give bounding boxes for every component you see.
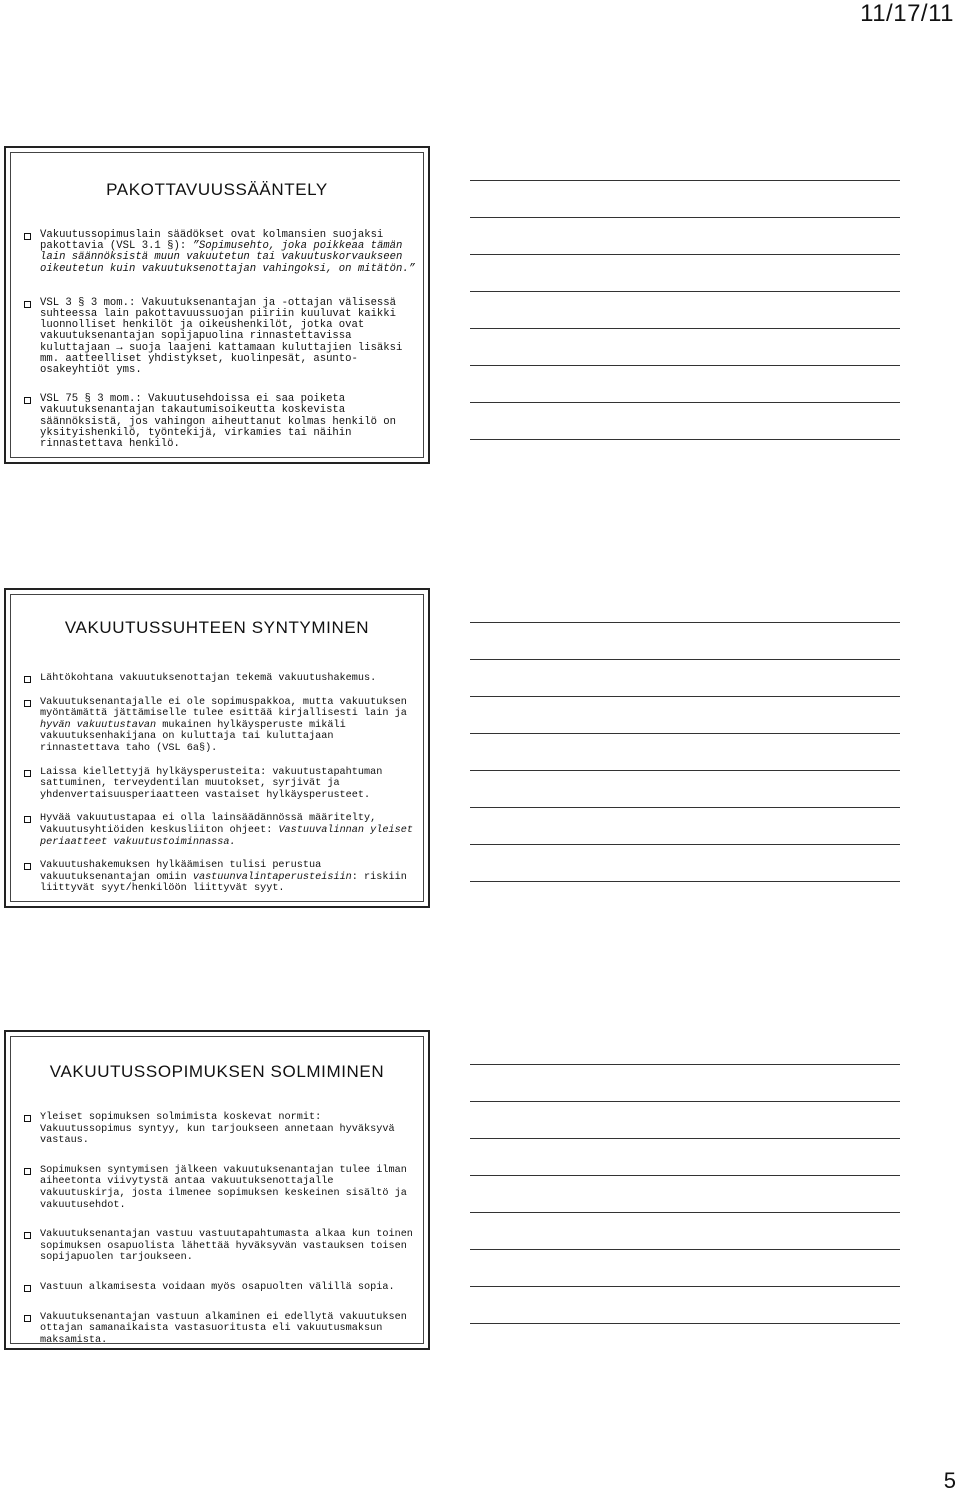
slide-1-body <box>18 230 418 450</box>
notes-lines-1 <box>470 180 900 460</box>
bullet-text: mukainen hylkäysperuste mikäli vakuutuksenhakijana on kuluttaja tai kuluttajaan rinnastettava taho (VSL 6a§). <box>40 719 346 754</box>
bullet-square-icon <box>24 1232 31 1239</box>
note-line <box>470 1249 900 1250</box>
note-line <box>470 1175 900 1176</box>
bullet-text-italic: hyvän vakuutustavan <box>40 719 157 731</box>
note-line <box>470 844 900 845</box>
notes-lines-2 <box>470 622 900 902</box>
slide-2-bullet-3 <box>18 767 418 802</box>
note-line <box>470 1064 900 1065</box>
slide-2-bullet-2 <box>18 697 418 755</box>
slide-2 <box>4 588 430 908</box>
header-date: 11/17/11 <box>860 0 954 27</box>
bullet-text: Lähtökohtana vakuutuksenottajan tekemä vakuutushakemus. <box>40 673 377 684</box>
slide-2-bullet-5 <box>18 860 418 895</box>
slide-3-bullet-1 <box>18 1112 418 1147</box>
bullet-square-icon <box>24 816 31 823</box>
note-line <box>470 254 900 255</box>
note-line <box>470 328 900 329</box>
slide-3 <box>4 1030 430 1350</box>
note-line <box>470 1101 900 1102</box>
bullet-text: Hyvää vakuutustapaa ei olla lainsäädännössä määritelty, Vakuutusyhtiöiden keskusliiton ohjeet: <box>40 813 377 836</box>
notes-lines-3 <box>470 1064 900 1344</box>
note-line <box>470 622 900 623</box>
bullet-text: Laissa kiellettyjä hylkäysperusteita: vakuutustapahtuman sattuminen, terveydentilan muutokset, syrjivät ja yhdenvertaisuusperiaatteen vastaiset hylkäysperusteet. <box>40 766 383 801</box>
bullet-text: Vakuutushakemuksen hylkäämisen tulisi perustua vakuutuksenantajan omiin <box>40 860 322 883</box>
slide-2-bullet-1 <box>18 673 418 685</box>
bullet-square-icon <box>24 1315 31 1322</box>
bullet-text: Sopimuksen syntymisen jälkeen vakuutuksenantajan tulee ilman aiheetonta viivytystä antaa vakuutuksenottajalle vakuutuskirja, josta ilmenee sopimuksen keskeinen sisältö ja vakuutusehdot. <box>40 1164 407 1211</box>
bullet-text: VSL 75 § 3 mom.: Vakuutusehdoissa ei saa poiketa vakuutuksenantajan takautumisoikeutta koskevista säännöksistä, jos vahingon aiheuttanut kolmas henkilö on yksityishenkilö, työntekijä, virkamies tai näihin rinnastettava henkilö. <box>40 393 397 451</box>
slide-2-bullet-4 <box>18 813 418 848</box>
bullet-square-icon <box>24 301 31 308</box>
slide-1 <box>4 146 430 464</box>
note-line <box>470 180 900 181</box>
slide-1-title: PAKOTTAVUUSSÄÄNTELY <box>106 180 328 199</box>
note-line <box>470 659 900 660</box>
note-line <box>470 881 900 882</box>
slide-2-title: VAKUUTUSSUHTEEN SYNTYMINEN <box>64 618 370 637</box>
note-line <box>470 402 900 403</box>
note-line <box>470 439 900 440</box>
bullet-text: Vakuutussopimuslain säädökset ovat kolmansien suojaksi pakottavia (VSL 3.1 §): <box>40 229 384 253</box>
slide-3-body <box>18 1112 418 1346</box>
slide-3-bullet-2 <box>18 1165 418 1211</box>
slide-1-bullet-3 <box>18 394 418 450</box>
slide-3-bullet-3 <box>18 1229 418 1264</box>
note-line <box>470 291 900 292</box>
note-line <box>470 770 900 771</box>
bullet-text: VSL 3 § 3 mom.: Vakuutuksenantajan ja -ottajan välisessä suhteessa lain pakottavuussuojan piiriin kuuluvat kaikki luonnolliset henkilöt ja oikeushenkilöt, jotka ovat vakuutuksenantajan sopijapuolina rinnastettavissa kuluttajaan → suoja laajeni kattamaan kuluttajien lisäksi mm. aatteelliset yhdistykset, kuolinpesät, asunto-osakeyhtiöt yms. <box>40 296 403 377</box>
note-line <box>470 733 900 734</box>
slide-2-body <box>18 673 418 895</box>
bullet-square-icon <box>24 700 31 707</box>
bullet-text-italic: Vastuuvalinnan yleiset periaatteet vakuutustoiminnassa. <box>40 824 413 848</box>
note-line <box>470 1323 900 1324</box>
note-line <box>470 696 900 697</box>
bullet-square-icon <box>24 1168 31 1175</box>
slide-3-bullet-5 <box>18 1312 418 1347</box>
bullet-square-icon <box>24 863 31 870</box>
slide-3-bullet-4 <box>18 1282 418 1294</box>
note-line <box>470 365 900 366</box>
page-number: 5 <box>943 1468 956 1493</box>
slide-3-title: VAKUUTUSSOPIMUKSEN SOLMIMINEN <box>49 1062 385 1081</box>
note-line <box>470 217 900 218</box>
note-line <box>470 1212 900 1213</box>
bullet-square-icon <box>24 1115 31 1122</box>
slide-1-bullet-2 <box>18 298 418 376</box>
bullet-text: Yleiset sopimuksen solmimista koskevat normit: Vakuutussopimus syntyy, kun tarjoukseen annetaan hyväksyvä vastaus. <box>40 1112 395 1147</box>
bullet-text: Vakuutuksenantajan vastuu vastuutapahtumasta alkaa kun toinen sopimuksen osapuolista lähettää hyväksyvän vastauksen toisen sopijapuolen tarjoukseen. <box>40 1229 413 1264</box>
bullet-square-icon <box>24 397 31 404</box>
bullet-square-icon <box>24 770 31 777</box>
note-line <box>470 1286 900 1287</box>
bullet-text-italic: vastuunvalintaperusteisiin <box>192 871 352 883</box>
bullet-text: Vakuutuksenantajan vastuun alkaminen ei edellytä vakuutuksen ottajan samanaikaista vastasuoritusta eli vakuutusmaksun maksamista. <box>40 1311 407 1346</box>
bullet-square-icon <box>24 233 31 240</box>
bullet-text: : riskiin liittyvät syyt/henkilöön liittyvät syyt. <box>40 871 407 895</box>
slide-1-bullet-1 <box>18 230 418 275</box>
bullet-text: Vastuun alkamisesta voidaan myös osapuolten välillä sopia. <box>40 1281 395 1293</box>
bullet-text: Vakuutuksenantajalle ei ole sopimuspakkoa, mutta vakuutuksen myöntämättä jättämiselle tulee esittää kirjallisesti lain ja <box>40 696 407 720</box>
note-line <box>470 807 900 808</box>
note-line <box>470 1138 900 1139</box>
bullet-square-icon <box>24 1285 31 1292</box>
bullet-square-icon <box>24 676 31 683</box>
bullet-text-italic: ”Sopimusehto, joka poikkeaa tämän lain säännöksistä muun vakuutetun tai vakuutuskorvaukseen oikeutetun kuin vakuutuksenottajan vahingoksi, on mitätön.” <box>40 240 416 275</box>
